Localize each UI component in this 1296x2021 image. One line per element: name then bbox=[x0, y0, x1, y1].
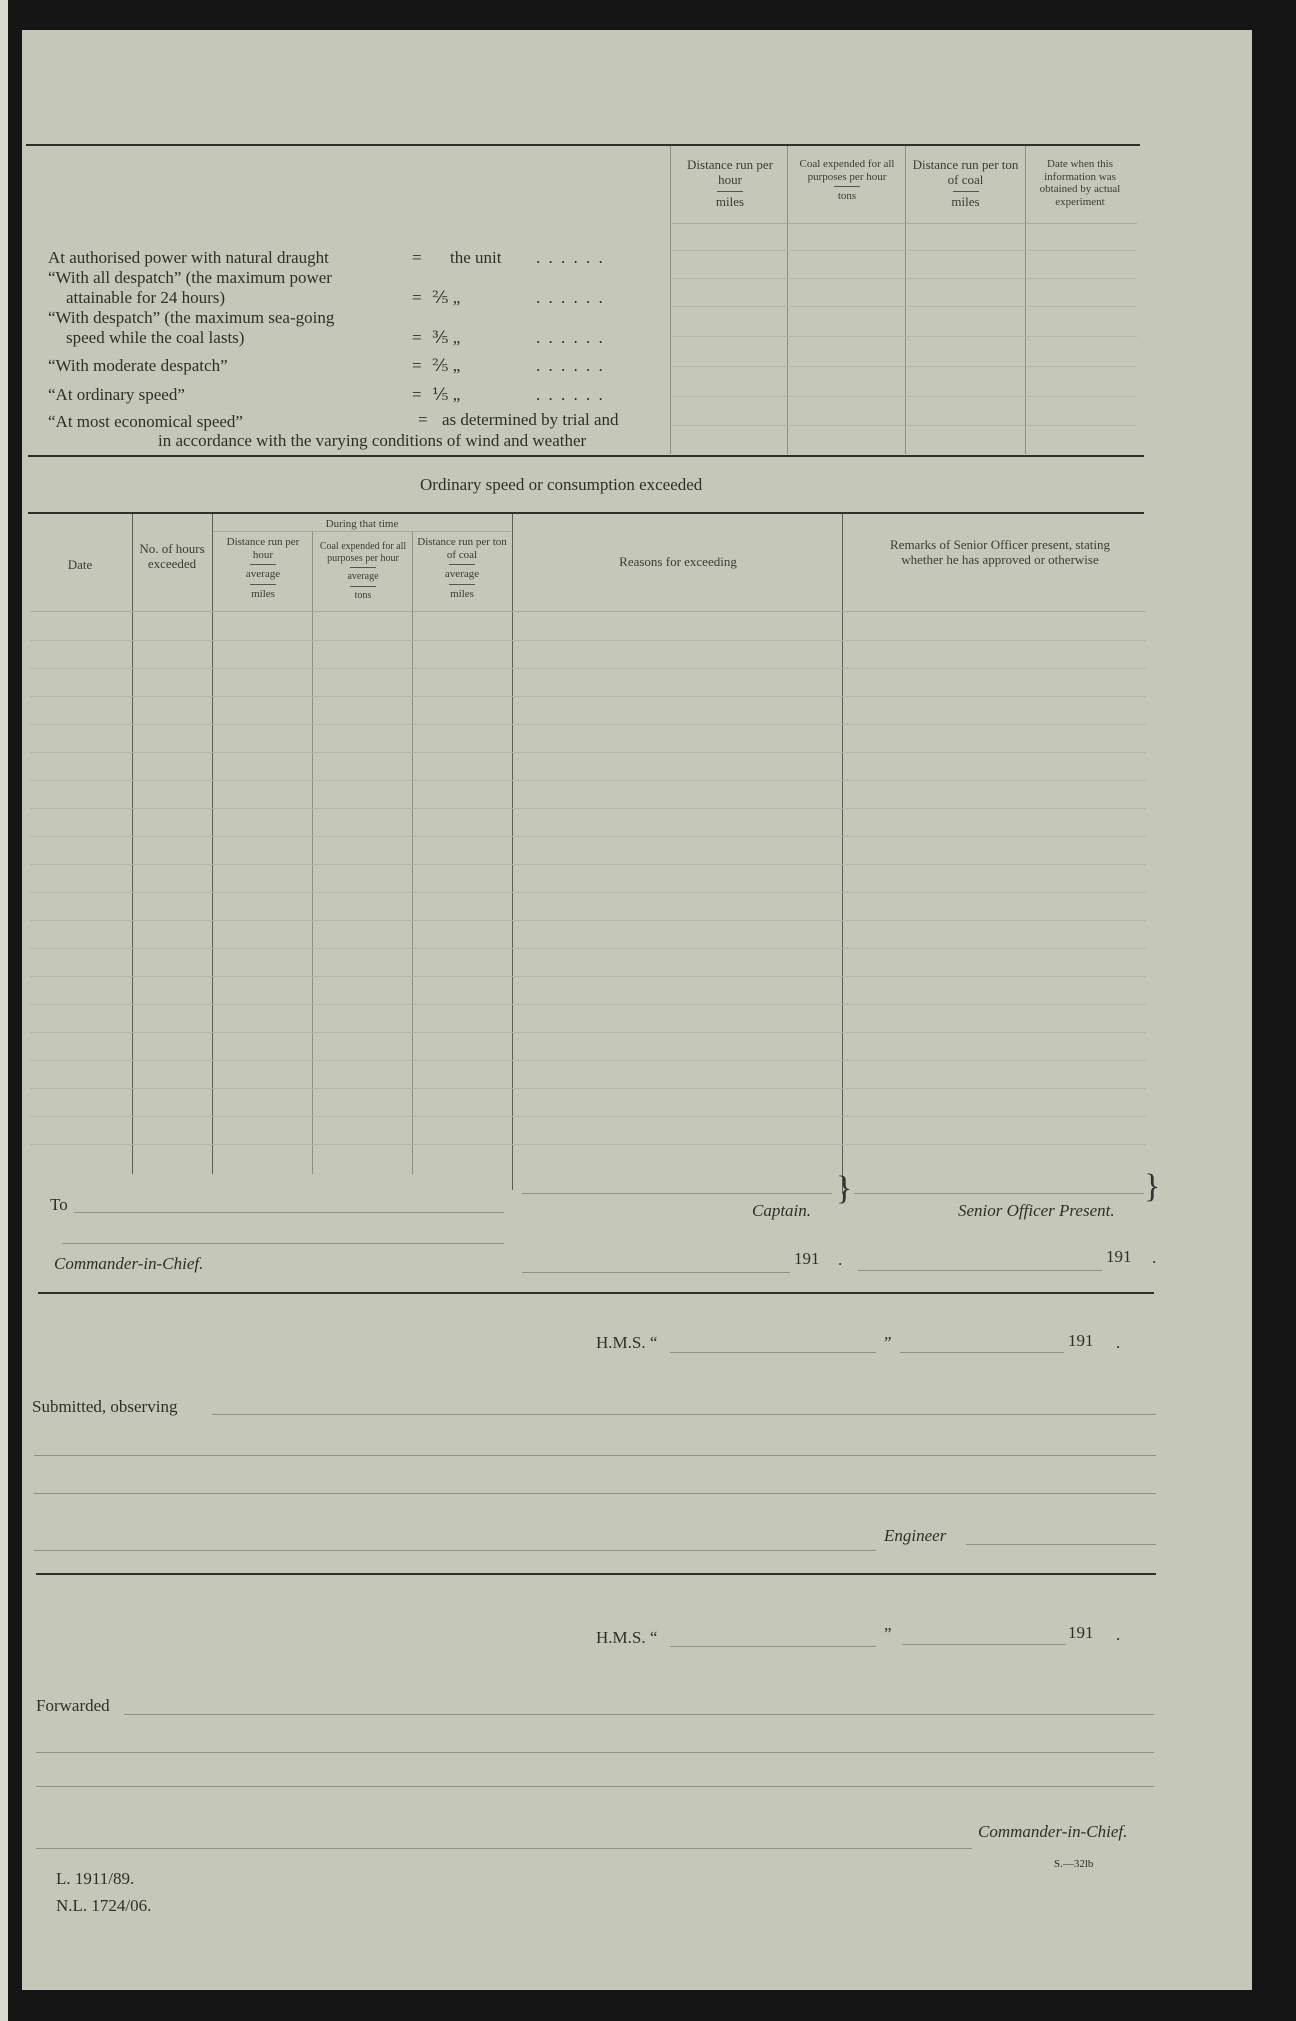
forwarded-field-line4[interactable] bbox=[36, 1848, 972, 1849]
forwarded-label: Forwarded bbox=[36, 1696, 110, 1715]
cinc-label: Commander-in-Chief. bbox=[54, 1254, 204, 1273]
quote-close: ” bbox=[884, 1624, 892, 1643]
ship-name-field[interactable] bbox=[670, 1646, 876, 1647]
to-field[interactable] bbox=[74, 1212, 504, 1213]
engineer-label: Engineer bbox=[884, 1526, 947, 1545]
ruled-line bbox=[30, 976, 1146, 977]
cinc-label-2: Commander-in-Chief. bbox=[978, 1822, 1128, 1841]
ruled-line bbox=[672, 306, 1137, 307]
header-underline bbox=[672, 223, 1137, 224]
col-divider bbox=[842, 514, 843, 1194]
col-divider bbox=[1025, 146, 1026, 454]
col-header-coal: Coal expended for all purposes per hour average tons bbox=[319, 541, 407, 601]
row-value: ⅗ „ bbox=[432, 328, 461, 347]
during-underline bbox=[213, 531, 511, 532]
form-code: S.—32lb bbox=[1054, 1858, 1094, 1870]
senior-officer-label: Senior Officer Present. bbox=[958, 1201, 1115, 1220]
reference-nl: N.L. 1724/06. bbox=[56, 1896, 152, 1915]
ruled-line bbox=[672, 425, 1137, 426]
top-table-bottom-rule bbox=[28, 455, 1144, 457]
forwarded-field-line3[interactable] bbox=[36, 1786, 1154, 1787]
col-header-during: During that time bbox=[325, 518, 399, 530]
row-moderate-despatch: “With moderate despatch” bbox=[48, 356, 228, 375]
ruled-line bbox=[672, 250, 1137, 251]
ruled-line bbox=[30, 668, 1146, 669]
col-header-distance-hour: Distance run per hour miles bbox=[687, 157, 773, 209]
col-divider bbox=[132, 514, 133, 1174]
col-divider bbox=[212, 514, 213, 1174]
ruled-line bbox=[30, 808, 1146, 809]
senior-date-field[interactable] bbox=[858, 1270, 1102, 1271]
col-header-distance-ton: Distance run per ton of coal average miles bbox=[417, 536, 507, 600]
year-label: 191 bbox=[1068, 1623, 1094, 1642]
captain-signature-field[interactable] bbox=[522, 1193, 832, 1194]
row-eq: = bbox=[412, 248, 422, 267]
row-eq: = bbox=[412, 385, 422, 404]
ruled-line bbox=[672, 336, 1137, 337]
submitted-field[interactable] bbox=[212, 1414, 1156, 1415]
ruled-line bbox=[30, 752, 1146, 753]
row-economical-speed: “At most economical speed” bbox=[48, 412, 243, 431]
ruled-line bbox=[672, 278, 1137, 279]
captain-date-field[interactable] bbox=[522, 1272, 790, 1273]
submitted-bottom-rule bbox=[36, 1573, 1156, 1575]
reference-l: L. 1911/89. bbox=[56, 1869, 135, 1888]
ruled-line bbox=[30, 696, 1146, 697]
submitted-field-line2[interactable] bbox=[34, 1455, 1156, 1456]
ruled-line bbox=[30, 1032, 1146, 1033]
row-eq: = bbox=[412, 328, 422, 347]
brace: } bbox=[1144, 1168, 1161, 1205]
col-header-reasons: Reasons for exceeding bbox=[619, 554, 737, 569]
row-value: as determined by trial and bbox=[442, 410, 619, 429]
leader-dots: . . . . . . bbox=[536, 248, 605, 267]
ruled-line bbox=[30, 948, 1146, 949]
col-header-date: Date bbox=[67, 557, 93, 572]
col-header-coal: Coal expended for all purposes per hour tons bbox=[799, 158, 895, 203]
submitted-label: Submitted, observing bbox=[32, 1397, 178, 1416]
top-rule bbox=[26, 144, 1140, 146]
year-dot: . bbox=[1152, 1248, 1157, 1267]
col-divider bbox=[670, 146, 671, 454]
year-dot: . bbox=[1116, 1333, 1121, 1352]
col-divider bbox=[312, 532, 313, 1174]
ruled-line bbox=[30, 864, 1146, 865]
col-divider bbox=[905, 146, 906, 454]
row-value: ⅖ „ bbox=[432, 356, 461, 375]
section-title: Ordinary speed or consumption exceeded bbox=[420, 475, 703, 494]
forwarded-field[interactable] bbox=[124, 1714, 1154, 1715]
col-divider bbox=[787, 146, 788, 454]
ruled-line bbox=[30, 1060, 1146, 1061]
ruled-line bbox=[30, 1088, 1146, 1089]
row-despatch: “With despatch” (the maximum sea-going bbox=[48, 308, 335, 327]
row-despatch-cont: speed while the coal lasts) bbox=[66, 328, 245, 347]
ruled-line bbox=[672, 366, 1137, 367]
row-all-despatch-cont: attainable for 24 hours) bbox=[66, 288, 226, 307]
captain-label: Captain. bbox=[752, 1201, 812, 1220]
date-field[interactable] bbox=[900, 1352, 1064, 1353]
ruled-line bbox=[30, 1116, 1146, 1117]
ruled-line bbox=[30, 640, 1146, 641]
binding-edge bbox=[0, 0, 8, 2021]
ruled-line bbox=[30, 1144, 1146, 1145]
row-eq: = bbox=[412, 356, 422, 375]
ruled-line bbox=[30, 780, 1146, 781]
year-label: 191 bbox=[1068, 1331, 1094, 1350]
to-label: To bbox=[50, 1195, 68, 1214]
year-label: 191 bbox=[1106, 1247, 1132, 1266]
hms-label: H.M.S. “ bbox=[596, 1628, 658, 1647]
col-header-remarks: Remarks of Senior Officer present, stating whether he has approved or otherwise bbox=[890, 537, 1110, 567]
ruled-line bbox=[30, 836, 1146, 837]
signoff-bottom-rule bbox=[38, 1292, 1154, 1294]
row-value: ⅖ „ bbox=[432, 288, 461, 307]
ruled-line bbox=[30, 892, 1146, 893]
leader-dots: . . . . . . bbox=[536, 356, 605, 375]
col-header-hours: No. of hours exceeded bbox=[139, 541, 205, 571]
row-authorised-power: At authorised power with natural draught bbox=[48, 248, 329, 267]
hms-label: H.M.S. “ bbox=[596, 1333, 658, 1352]
row-eq: = bbox=[412, 288, 422, 307]
date-field[interactable] bbox=[902, 1644, 1066, 1645]
submitted-field-line4[interactable] bbox=[34, 1550, 876, 1551]
row-ordinary-speed: “At ordinary speed” bbox=[48, 385, 185, 404]
leader-dots: . . . . . . bbox=[536, 385, 605, 404]
row-eq: = bbox=[418, 410, 428, 429]
row-all-despatch: “With all despatch” (the maximum power bbox=[48, 268, 332, 287]
ship-name-field[interactable] bbox=[670, 1352, 876, 1353]
submitted-field-line3[interactable] bbox=[34, 1493, 1156, 1494]
engineer-signature-field[interactable] bbox=[966, 1544, 1156, 1545]
year-dot: . bbox=[838, 1250, 843, 1269]
col-header-date-experiment: Date when this information was obtained by actual experiment bbox=[1039, 158, 1121, 208]
main-table-top-rule bbox=[28, 512, 1144, 514]
brace: } bbox=[836, 1170, 853, 1207]
to-field-line2[interactable] bbox=[62, 1243, 504, 1244]
col-divider bbox=[412, 532, 413, 1174]
row-value: ⅕ „ bbox=[432, 385, 461, 404]
col-header-distance-hour: Distance run per hour average miles bbox=[226, 536, 300, 600]
senior-officer-signature-field[interactable] bbox=[854, 1193, 1144, 1194]
col-header-distance-ton: Distance run per ton of coal miles bbox=[912, 157, 1019, 209]
year-dot: . bbox=[1116, 1625, 1121, 1644]
row-economical-cont: in accordance with the varying conditions of wind and weather bbox=[158, 431, 587, 450]
ruled-line bbox=[672, 396, 1137, 397]
row-value: the unit bbox=[450, 248, 502, 267]
leader-dots: . . . . . . bbox=[536, 288, 605, 307]
ruled-line bbox=[30, 920, 1146, 921]
main-header-bottom bbox=[30, 611, 1146, 612]
year-label: 191 bbox=[794, 1249, 820, 1268]
ruled-line bbox=[30, 724, 1146, 725]
leader-dots: . . . . . . bbox=[536, 328, 605, 347]
ruled-line bbox=[30, 1004, 1146, 1005]
forwarded-field-line2[interactable] bbox=[36, 1752, 1154, 1753]
quote-close: ” bbox=[884, 1333, 892, 1352]
